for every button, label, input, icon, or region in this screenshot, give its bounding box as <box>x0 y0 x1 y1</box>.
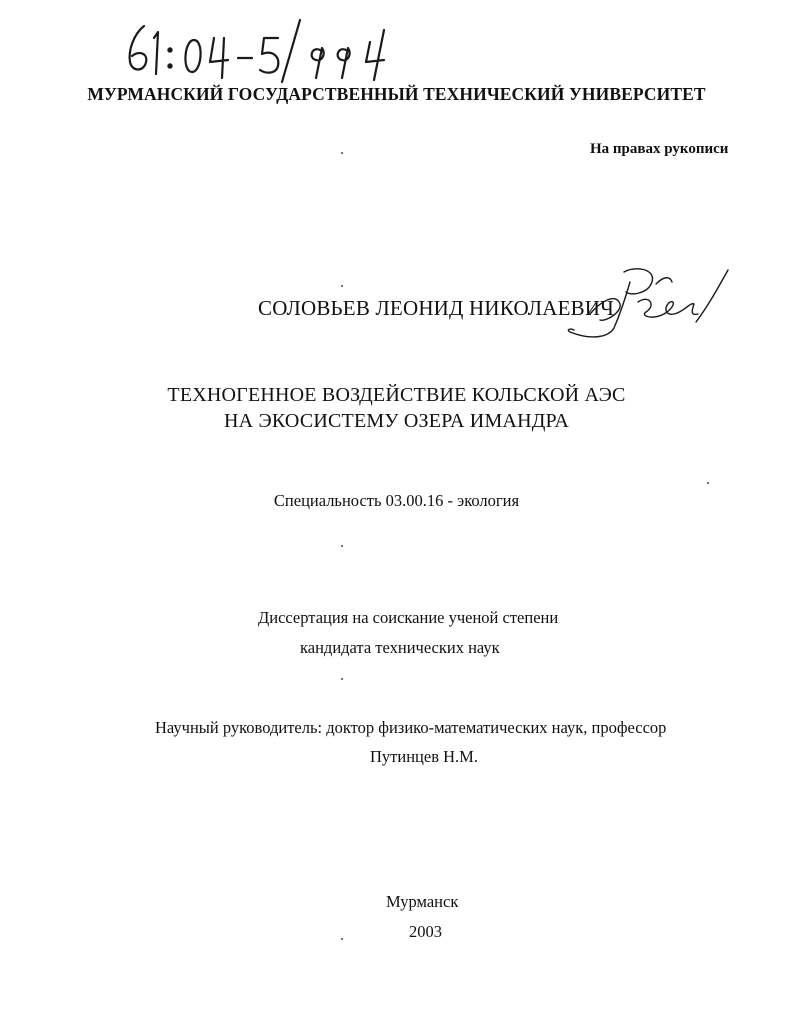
supervisor-name: Путинцев Н.М. <box>370 747 478 766</box>
handwritten-archive-number <box>122 16 412 86</box>
scan-speck <box>341 678 343 680</box>
city: Мурманск <box>386 892 459 911</box>
author-signature <box>560 262 740 347</box>
author-name: СОЛОВЬЕВ ЛЕОНИД НИКОЛАЕВИЧ <box>258 296 615 320</box>
scan-speck <box>341 938 343 940</box>
manuscript-rights-note: На правах рукописи <box>590 141 729 157</box>
degree-statement-line: кандидата технических наук <box>300 638 500 657</box>
scan-speck <box>341 545 343 547</box>
supervisor-line: Научный руководитель: доктор физико-математических наук, профессор <box>155 718 667 737</box>
specialty-line: Специальность 03.00.16 - экология <box>273 491 520 510</box>
year: 2003 <box>409 922 442 941</box>
dissertation-title-line: ТЕХНОГЕННОЕ ВОЗДЕЙСТВИЕ КОЛЬСКОЙ АЭС <box>167 384 626 406</box>
scan-speck <box>341 285 343 287</box>
dissertation-title-line: НА ЭКОСИСТЕМУ ОЗЕРА ИМАНДРА <box>224 410 569 432</box>
scan-speck <box>707 482 709 484</box>
degree-statement-line: Диссертация на соискание ученой степени <box>258 608 559 627</box>
scan-speck <box>341 152 343 154</box>
university-name: МУРМАНСКИЙ ГОСУДАРСТВЕННЫЙ ТЕХНИЧЕСКИЙ УНИВЕРСИТЕТ <box>87 84 706 104</box>
